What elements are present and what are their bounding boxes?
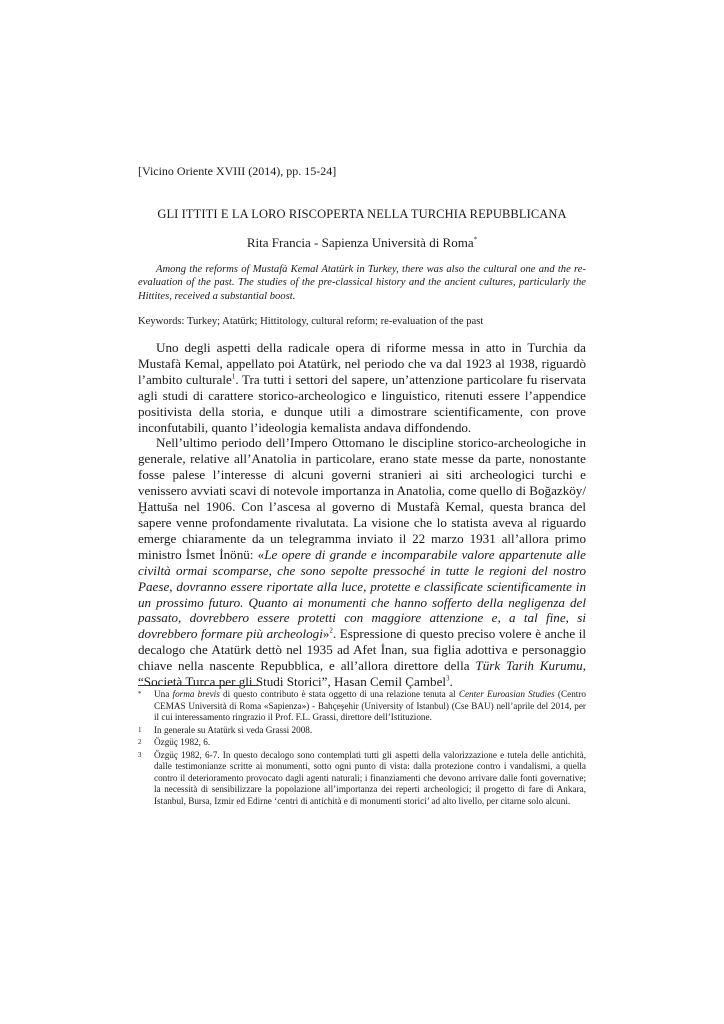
paragraph-1-text-a: Uno degli aspetti della radicale opera di riforme messa in atto in Turchia da Mustafà Kemal, appellato poi Atatürk, nel periodo che va dal 1923 al 1938, riguardò l’ambito culturale [138,340,586,387]
footnote-ref-2: 2 [329,626,333,635]
footnote-mark: 1 [138,725,142,734]
author-footnote-mark: * [473,235,478,244]
paragraph-2-text-a: Nell’ultimo periodo dell’Impero Ottomano le discipline storico-archeologiche in generale, relative all’Anatolia in particolare, erano state messe da parte, nonostante fosse palese l’interesse di alcuni governi stranieri ai siti archeologici turchi e venissero avviati scavi di notevole importanza in Anatolia, come quello di Boğazköy/Ḫattuša nel 1906. Con l’ascesa al governo di Mustafà Kemal, questa branca del sapere venne profondamente rivalutata. La visione che lo statista aveva al riguardo emerge chiaramente da un telegramma inviato il 22 marzo 1931 all’allora primo ministro İsmet İnönü: « [138,435,586,562]
footnote-italic-center-name: Center Euroasian Studies [458,689,555,699]
footnote-text: Özgüç 1982, 6-7. In questo decalogo sono contemplati tutti gli aspetti della valorizzazione e tutela delle antichità, dalle testimonianze scritte ai monumenti, sotto ogni punto di vista: dalla protezione contro i vandalismi, a quella contro il deterioramento provocato dagli agenti naturali; i finanziamenti che devono arrivare dalle fonti governative; la necessità di sensibilizzare la popolazione all’importanza dei reperti archeologici; il progetto di fare di Ankara, Istanbul, Bursa, Izmir ed Edirne ‘centri di antichità e di monumenti storici’ ad alto livello, per citarne solo alcuni. [154,749,586,806]
paragraph-2 [138,435,586,690]
journal-citation: [Vicino Oriente XVIII (2014), pp. 15-24] [138,164,337,178]
footnote [138,689,586,724]
footnote-mark: 3 [138,750,142,759]
footnote-separator [138,685,258,686]
body-text [138,340,586,690]
article-title: GLI ITTITI E LA LORO RISCOPERTA NELLA TURCHIA REPUBBLICANA [157,207,567,221]
footnote-text [154,689,586,724]
paragraph-2-text-b: . Espressione di questo preciso volere è anche il decalogo che Atatürk dettò nel 1935 ad Afet İnan, sua figlia adottiva e personaggio chiave nella nascente Repubblica, e all’allora direttore della [138,626,586,674]
footnote-text-part: (Centro CEMAS Università di Roma «Sapienza») - Bahçeşehir (University of Istanbul) (Cse BAU) nell’aprile del 2014, per il cui interessamento ringrazio il Prof. F.L. Grassi, direttore dell’Istituzione. [154,689,586,722]
footnote [138,725,586,737]
paragraph-1 [138,340,586,435]
footnotes [138,689,586,808]
footnote [138,750,586,808]
footnote [138,737,586,749]
footnote-ref-1: 1 [231,372,236,381]
footnote-text: Özgüç 1982, 6. [154,737,211,747]
paragraph-2-text-c: , “Società Turca per gli Studi Storici”, Hasan Cemil Çambel [138,658,586,690]
institution-name: Türk Tarih Kurumu [475,658,583,674]
abstract: Among the reforms of Mustafà Kemal Atatürk in Turkey, there was also the cultural one and the re-evaluation of the past. The studies of the pre-classical history and the ancient cultures, particularly the Hittites, received a substantial boost. [138,264,586,302]
quote-close: » [322,626,330,642]
author-line [138,235,586,251]
footnote-mark: 2 [138,738,142,746]
footnote-mark: * [138,690,142,698]
footnote-italic-forma-brevis: forma brevis [172,689,220,699]
footnote-text-part: di questo contributo è stata oggetto di una relazione tenuta al [219,689,459,699]
footnote-text-part: Una [154,689,173,699]
author-name: Rita Francia - Sapienza Università di Roma [246,235,474,250]
footnote-text: In generale su Atatürk si veda Grassi 2008. [154,724,313,735]
footnote-ref-3: 3 [446,674,450,683]
paragraph-1-text-b: . Tra tutti i settori del sapere, un’attenzione particolare fu riservata agli studi di carattere storico-archeologico e linguistico, ritenuti essere l’appendice positivista della storia, e dunque utili a dimostrare scientificamente, con prove inconfutabili, quanto l’ideologia kemalista andava diffondendo. [138,371,586,435]
ataturk-quote: Le opere di grande e incomparabile valore appartenute alle civiltà ormai scomparse, che sono sepolte pressoché in tutte le regioni del nostro Paese, dovranno essere riportate alla luce, protette e classificate scientificamente in un prossimo futuro. Quanto ai monumenti che hanno sofferto della negligenza del passato, dovrebbero essere protetti con maggiore attenzione e, a tal fine, si dovrebbero formare più archeologi [138,546,586,642]
paragraph-2-end: . [449,674,453,690]
keywords: Keywords: Turkey; Atatürk; Hittitology, cultural reform; re-evaluation of the past [138,316,484,327]
